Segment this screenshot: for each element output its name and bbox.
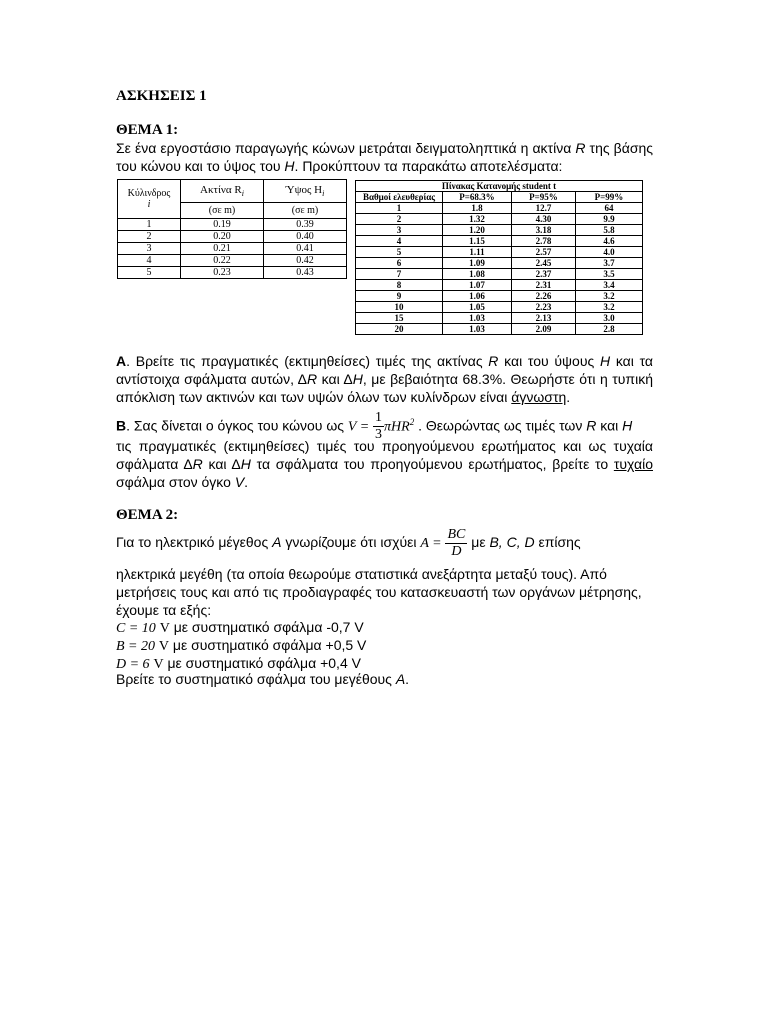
- table-cell: 4.6: [576, 236, 643, 247]
- table-cell: 2.31: [512, 280, 576, 291]
- theme1-heading: ΘΕΜΑ 1:: [116, 122, 179, 138]
- table-cell: 6: [356, 258, 443, 269]
- table-cell: 1: [356, 203, 443, 214]
- t-header-p95: P=95%: [512, 192, 576, 203]
- table-cell: 3.5: [576, 269, 643, 280]
- table-row: [118, 267, 347, 279]
- t-header-p683: P=68.3%: [443, 192, 512, 203]
- table-cell: 2: [356, 214, 443, 225]
- table-cell: 2.37: [512, 269, 576, 280]
- table-cell: 1.11: [443, 247, 512, 258]
- table-cell: 4: [356, 236, 443, 247]
- table-cell: 8: [356, 280, 443, 291]
- table-cell: 15: [356, 313, 443, 324]
- table-cell: 1.03: [443, 324, 512, 335]
- given-value-line: C = 10 V με συστηματικό σφάλμα -0,7 V: [116, 619, 364, 636]
- table-cell: 12.7: [512, 203, 576, 214]
- table-row: [356, 247, 643, 258]
- table-row: [356, 269, 643, 280]
- page-title: ΑΣΚΗΣΕΙΣ 1: [116, 88, 207, 104]
- col-radius-unit: (σε m): [181, 203, 264, 219]
- col-height-unit: (σε m): [264, 203, 347, 219]
- col-radius-header: Ακτίνα $R_i$: [181, 180, 264, 203]
- part-b-text-cont: τις πραγματικές (εκτιμηθείσες) τιμές του προηγούμενου ερωτήματος και ως τυχαία σφάλματα ΔR και ΔH τα σφάλματα του προηγούμενου ερωτήματος, βρείτε το τυχαίο σφάλμα στον όγκο V.: [116, 438, 653, 490]
- table-row: [356, 236, 643, 247]
- table-cell: 1.06: [443, 291, 512, 302]
- table-row: [356, 280, 643, 291]
- table-cell: 2.45: [512, 258, 576, 269]
- table-cell: 1.15: [443, 236, 512, 247]
- table-row: [356, 225, 643, 236]
- table-cell: 5.8: [576, 225, 643, 236]
- table-row: [356, 203, 643, 214]
- table-row: [118, 243, 347, 255]
- table-cell: 2.78: [512, 236, 576, 247]
- theme2-lines: [116, 619, 653, 673]
- table-cell: 5: [356, 247, 443, 258]
- table-cell: 7: [356, 269, 443, 280]
- table-cell: 1.03: [443, 313, 512, 324]
- table-cell: 0.22: [181, 255, 264, 267]
- table-row: [356, 214, 643, 225]
- table-cell: 1.32: [443, 214, 512, 225]
- table-cell: 3.0: [576, 313, 643, 324]
- table-cell: 2.8: [576, 324, 643, 335]
- table-cell: 3: [356, 225, 443, 236]
- table-row: [356, 313, 643, 324]
- measurements-table: [117, 179, 347, 279]
- table-cell: 0.20: [181, 231, 264, 243]
- table-cell: 0.40: [264, 231, 347, 243]
- table-cell: 9: [356, 291, 443, 302]
- table-row: [356, 291, 643, 302]
- part-b-text: Β. Σας δίνεται ο όγκος του κώνου ως V = $\frac{1}{3}$ πHR$^2$ . Θεωρώντας ως τιμές των R και H: [116, 410, 633, 443]
- theme2-heading: ΘΕΜΑ 2:: [116, 507, 179, 523]
- table-cell: 1.8: [443, 203, 512, 214]
- t-header-p99: P=99%: [576, 192, 643, 203]
- theme2-body: ηλεκτρικά μεγέθη (τα οποία θεωρούμε στατιστικά ανεξάρτητα μεταξύ τους). Από μετρήσεις τους και από τις προδιαγραφές του κατασκευαστή των οργάνων μέτρησης, έχουμε τα εξής:: [116, 566, 642, 618]
- table-cell: 2.09: [512, 324, 576, 335]
- table-cell: 3.4: [576, 280, 643, 291]
- table-row: [356, 258, 643, 269]
- table-cell: 20: [356, 324, 443, 335]
- table-cell: 0.39: [264, 219, 347, 231]
- table-cell: 0.41: [264, 243, 347, 255]
- table-cell: 1.08: [443, 269, 512, 280]
- table-cell: 1: [118, 219, 181, 231]
- table-cell: 10: [356, 302, 443, 313]
- volume-fraction: $\frac{1}{3}$: [375, 410, 383, 443]
- table-cell: 0.43: [264, 267, 347, 279]
- table-cell: 0.21: [181, 243, 264, 255]
- table-cell: 3.2: [576, 291, 643, 302]
- table-cell: 5: [118, 267, 181, 279]
- student-t-table: [355, 180, 643, 335]
- table-cell: 3.2: [576, 302, 643, 313]
- t-header-dof: Βαθμοί ελευθερίας: [356, 192, 443, 203]
- table-cell: 4: [118, 255, 181, 267]
- table-cell: 2.26: [512, 291, 576, 302]
- table-cell: 3: [118, 243, 181, 255]
- table-cell: 2.23: [512, 302, 576, 313]
- table-row: [118, 231, 347, 243]
- table-cell: 1.20: [443, 225, 512, 236]
- table-cell: 0.19: [181, 219, 264, 231]
- table-row: [118, 219, 347, 231]
- table-cell: 1.09: [443, 258, 512, 269]
- table-row: [356, 302, 643, 313]
- table-cell: 9.9: [576, 214, 643, 225]
- table-row: [356, 324, 643, 335]
- table-cell: 2.57: [512, 247, 576, 258]
- given-value-line: B = 20 V με συστηματικό σφάλμα +0,5 V: [116, 637, 367, 654]
- col-cylinder-header: Κύλινδρος i: [118, 180, 181, 219]
- table-cell: 1.07: [443, 280, 512, 291]
- table-cell: 3.7: [576, 258, 643, 269]
- col-height-header: Ύψος $H_i$: [264, 180, 347, 203]
- table-cell: 0.23: [181, 267, 264, 279]
- table-cell: 2.13: [512, 313, 576, 324]
- table-cell: 3.18: [512, 225, 576, 236]
- table-cell: 4.0: [576, 247, 643, 258]
- given-value-line: D = 6 V με συστηματικό σφάλμα +0,4 V: [116, 655, 361, 672]
- table-row: [118, 255, 347, 267]
- table-cell: 1.05: [443, 302, 512, 313]
- a-fraction: $\frac{BC}{D}$: [447, 526, 466, 559]
- theme1-intro: Σε ένα εργοστάσιο παραγωγής κώνων μετράται δειγματοληπτικά η ακτίνα R της βάσης του κώνου και το ύψος του Η. Προκύπτουν τα παρακάτω αποτελέσματα:: [116, 140, 653, 174]
- table-cell: 0.42: [264, 255, 347, 267]
- theme2-intro: Για το ηλεκτρικό μέγεθος A γνωρίζουμε ότι ισχύει A = $\frac{BC}{D}$ με B, C, D επίσης: [116, 526, 581, 559]
- table-cell: 4.30: [512, 214, 576, 225]
- part-a-text: Α. Βρείτε τις πραγματικές (εκτιμηθείσες) τιμές της ακτίνας R και του ύψους H και τα αντίστοιχα σφάλματα αυτών, ΔR και ΔH, με βεβαιότητα 68.3%. Θεωρήστε ότι η τυπική απόκλιση των ακτινών και των υψών όλων των κυλίνδρων είναι άγνωστη.: [116, 353, 654, 405]
- theme2-question: Βρείτε το συστηματικό σφάλμα του μεγέθους A.: [116, 671, 410, 687]
- table-cell: 64: [576, 203, 643, 214]
- student-t-title: Πίνακας Κατανομής student t: [356, 181, 643, 192]
- table-cell: 2: [118, 231, 181, 243]
